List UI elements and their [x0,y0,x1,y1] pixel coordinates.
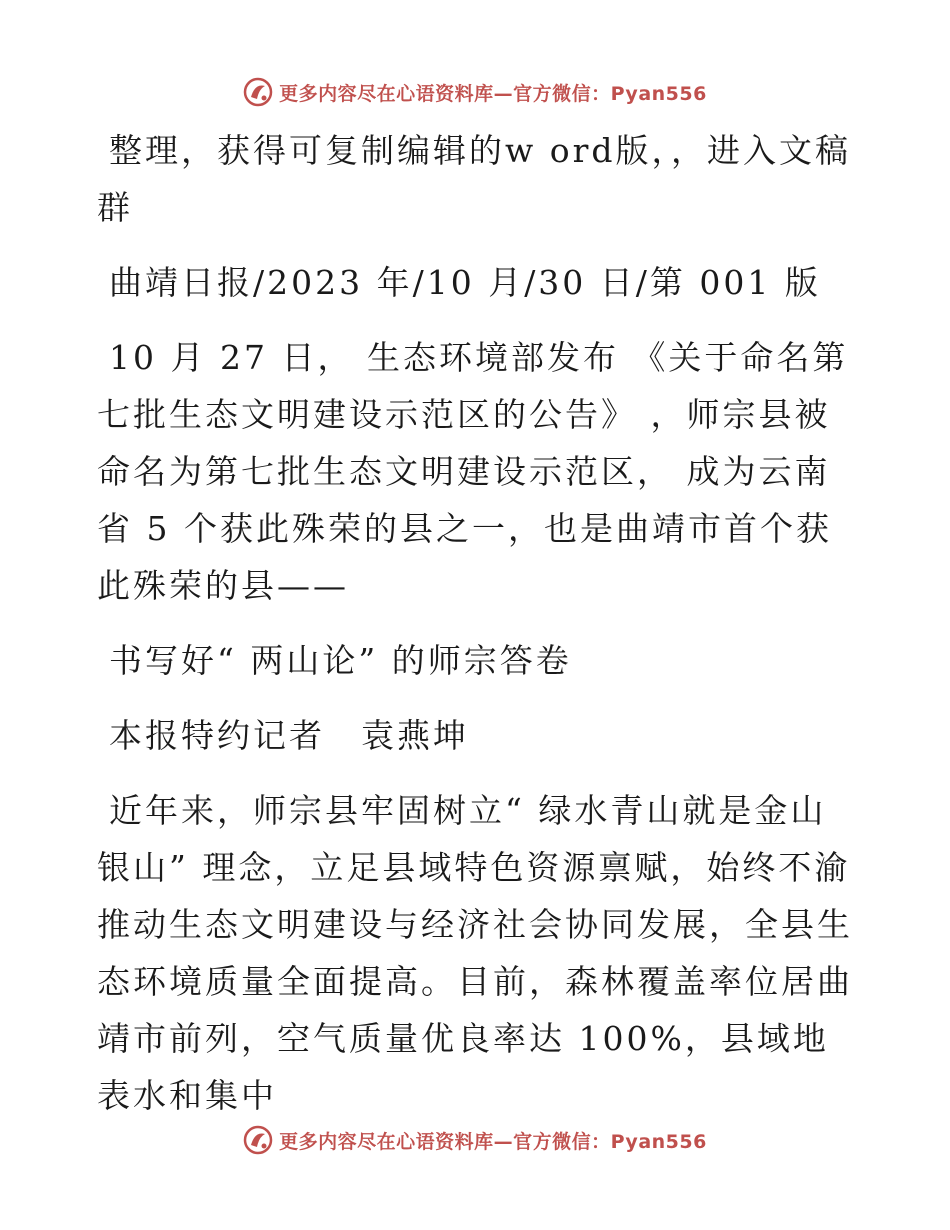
header-banner-text: 更多内容尽在心语资料库—官方微信：Pyan556 [279,82,707,105]
byline: 本报特约记者 袁燕坤 [109,716,469,755]
brand-logo-icon [243,77,273,107]
lead-paragraph: 10 月 27 日， 生态环境部发布 《关于命名第七批生态文明建设示范区的公告》 ，师宗县被命名为第七批生态文明建设示范区， 成为云南省 5 个获此殊荣的县之一，也是曲靖市首个获此殊荣的县—— [97,338,849,605]
document-body [97,122,857,1142]
article-headline: 书写好“ 两山论” 的师宗答卷 [109,641,572,680]
source-line: 曲靖日报/2023 年/10 月/30 日/第 001 版 [109,263,821,302]
header-banner [0,72,950,112]
brand-logo-icon [243,1125,273,1155]
footer-banner [0,1120,950,1160]
body-paragraph: 近年来，师宗县牢固树立“ 绿水青山就是金山银山” 理念，立足县域特色资源禀赋，始终不渝推动生态文明建设与经济社会协同发展，全县生态环境质量全面提高。目前，森林覆盖率位居曲靖市前列，空气质量优良率达 100%，县域地表水和集中 [97,791,853,1115]
footer-banner-text: 更多内容尽在心语资料库—官方微信：Pyan556 [279,1130,707,1153]
intro-paragraph: 整理，获得可复制编辑的w ord版，，进入文稿群 [97,131,852,227]
